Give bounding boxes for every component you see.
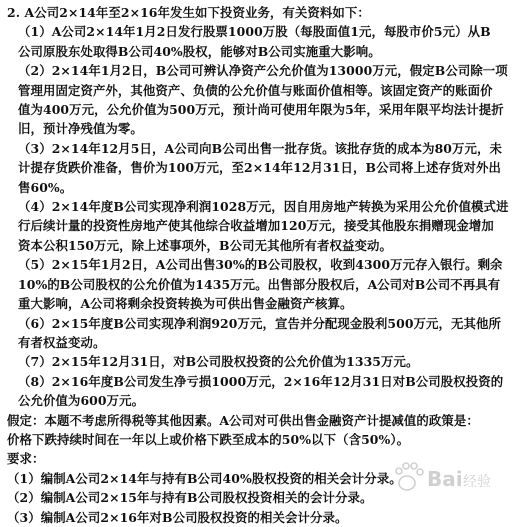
text-line-17: 有者权益变动。: [18, 334, 106, 350]
requirement-2: （2）编制A公司2×15年与持有B公司股权投资相关的会计分录。: [7, 490, 373, 506]
text-line-10: （4）2×14年度B公司实现净利润1028万元，因自用房地产转换为采用公允价值模式进: [18, 199, 509, 215]
text-line-2: 公司原股东处取得B公司40%股权，能够对B公司实施重大影响。: [18, 43, 381, 59]
text-line-16: （6）2×15年度B公司实现净利润920万元，宣告并分配现金股利500万元，无其他所: [18, 315, 501, 331]
text-line-13: （5）2×15年1月2日，A公司出售30%的B公司股权，收到4300万元存入银行。剩余: [18, 257, 503, 273]
svg-text:经验: 经验: [463, 474, 491, 490]
paw-logo-icon: [387, 455, 517, 499]
text-line-1: （1）A公司2×14年1月2日发行股票1000万股（每股面值1元，每股市价5元）从B: [18, 24, 491, 40]
text-line-12: 资本公积150万元，除上述事项外，B公司无其他所有者权益变动。: [18, 237, 392, 253]
text-line-5: 值为400万元，公允价值为500万元，预计尚可使用年限为5年，采用年限平均法计提折: [18, 102, 504, 118]
text-line-3: （2）2×14年1月2日，B公司可辨认净资产公允价值为13000万元，假定B公司除一项: [18, 63, 508, 79]
svg-text:Bai: Bai: [427, 467, 463, 491]
baidu-jingyan-watermark: [387, 455, 517, 499]
text-line-19: （8）2×16年度B公司发生净亏损1000万元，2×16年12月31日对B公司股权投资的: [18, 373, 504, 389]
text-line-9: 售60%。: [18, 179, 73, 195]
assumption-line-1: 假定：本题不考虑所得税等其他因素。A公司对可供出售金融资产计提减值的政策是：: [7, 412, 479, 428]
text-line-14: 10%的B公司股权的公允价值为1435万元。出售部分股权后，A公司对B公司不再具有: [18, 276, 501, 292]
text-line-6: 旧，预计净残值为零。: [18, 121, 143, 137]
question-title: 2. A公司2×14年至2×16年发生如下投资业务，有关资料如下：: [7, 5, 370, 20]
requirement-1: （1）编制A公司2×14年与持有B公司40%股权投资的相关会计分录。: [7, 470, 402, 486]
text-line-8: 计提存货跌价准备，售价为100万元，至2×14年12月31日，B公司将上述存货对外出: [18, 160, 501, 176]
requirements-heading: 要求：: [7, 451, 45, 467]
text-line-18: （7）2×15年12月31日，对B公司股权投资的公允价值为1335万元。: [18, 354, 419, 370]
assumption-line-2: 价格下跌持续时间在一年以上或价格下跌至成本的50%以下（含50%）。: [7, 431, 410, 447]
text-line-20: 公允价值为600万元。: [18, 393, 145, 409]
text-line-4: 管理用固定资产外，其他资产、负债的公允价值与账面价值相等。该固定资产的账面价: [18, 82, 493, 98]
text-line-11: 行后续计量的投资性房地产使其他综合收益增加120万元，接受其他股东捐赠现金增加: [18, 218, 494, 234]
text-line-7: （3）2×14年12月5日，A公司向B公司出售一批存货。该批存货的成本为80万元，未: [18, 140, 502, 156]
requirement-3: （3）编制A公司2×16年对B公司股权投资的相关会计分录。: [7, 509, 348, 525]
text-line-15: 重大影响，A公司将剩余投资转换为可供出售金融资产核算。: [18, 296, 353, 312]
